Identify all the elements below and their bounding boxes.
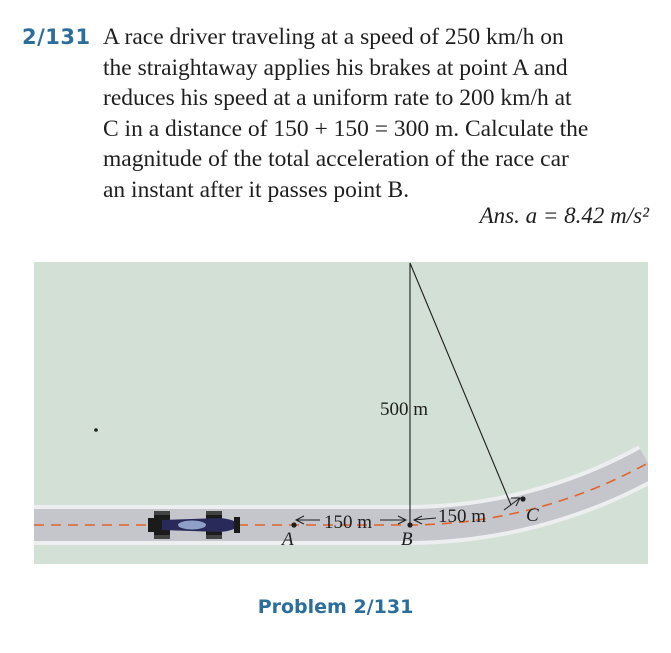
track-figure [34,262,648,564]
point-a-dot [291,522,296,527]
dist-bc-label: 150 m [438,506,487,527]
stray-dot [94,428,98,432]
point-a-label: A [282,529,294,550]
answer [480,203,649,229]
problem-line-3: reduces his speed at a uniform rate to 200 km/h at [103,85,572,111]
problem-line-6: an instant after it passes point B. [103,176,410,203]
problem-line-4: C in a distance of 150 + 150 = 300 m. Calculate the [103,115,589,142]
point-c-dot [520,496,525,501]
problem-line-5: magnitude of the total acceleration of the race car [103,146,569,172]
problem-statement [103,22,661,205]
point-b-label: B [401,529,413,550]
dist-ab-label: 150 m [324,512,373,533]
radius-label: 500 m [380,399,429,420]
problem-caption: Problem 2/131 [257,596,414,618]
point-c-label: C [526,505,539,526]
problem-line-1: A race driver traveling at a speed of 250 km/h on [103,24,564,50]
answer-label: Ans. [479,203,520,228]
point-b-dot [407,522,412,527]
answer-value: a = 8.42 m/s² [525,203,649,228]
problem-number: 2/131 [22,25,91,49]
problem-line-2: the straightaway applies his brakes at point A and [103,54,568,81]
